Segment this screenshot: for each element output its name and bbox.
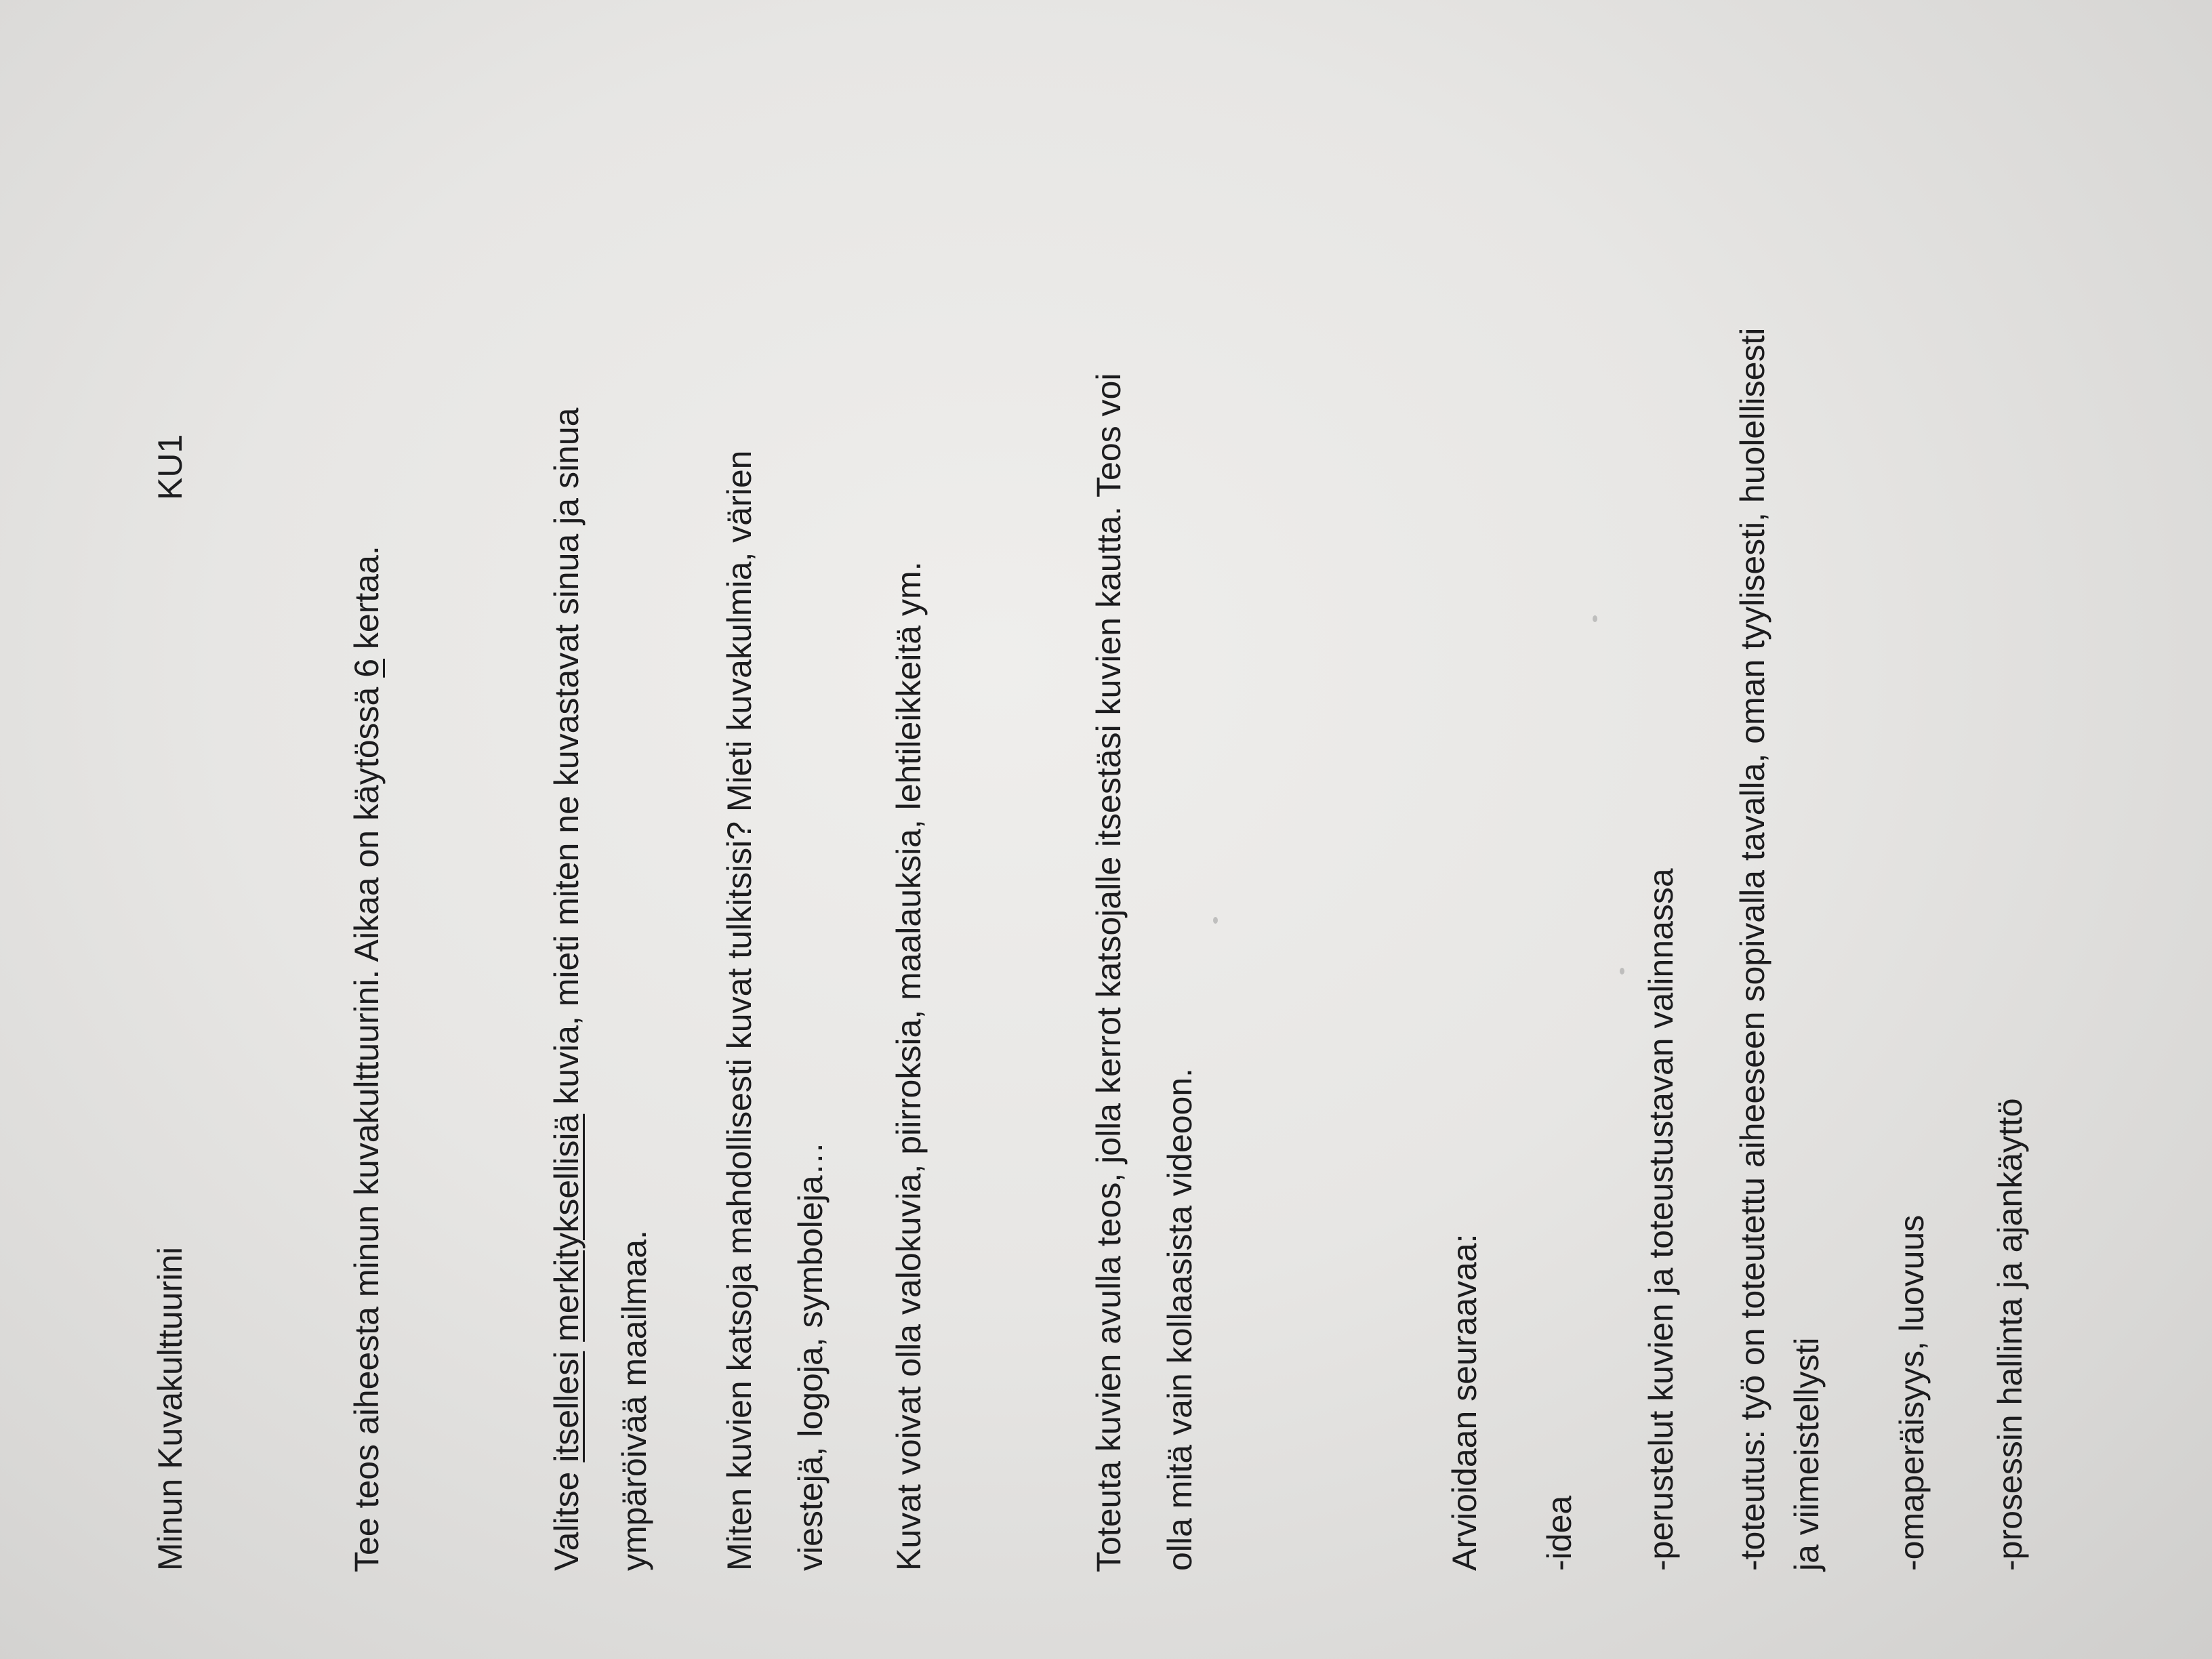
para1-line2 <box>613 1230 655 1571</box>
intro-text-1: Tee teos aiheesta minun kuvakulttuurini. Aikaa on käytössä <box>348 677 386 1572</box>
course-code <box>149 434 191 500</box>
para1-line1 <box>546 408 588 1571</box>
criteria-item-perustelut <box>1640 868 1682 1571</box>
paper-speck <box>1593 615 1597 622</box>
para4-line2 <box>1159 1068 1201 1571</box>
para1-space <box>548 1342 586 1351</box>
para2-line2-text: viestejä, logoja, symboleja… <box>792 1141 830 1571</box>
para3-line1 <box>888 561 930 1571</box>
criteria-heading <box>1443 1233 1486 1571</box>
para2-line1 <box>718 451 760 1571</box>
intro-number: 6 <box>348 658 386 678</box>
criteria-item4-text: -omaperäisyys, luovuus <box>1893 1214 1931 1571</box>
intro-text-2: kertaa. <box>348 546 386 659</box>
paper-speck <box>1213 917 1218 924</box>
para4-line2-text: olla mitä vain kollaasista videoon. <box>1161 1067 1199 1571</box>
para1-text-end: kuvia, mieti miten ne kuvastavat sinua ja sinua <box>548 407 586 1114</box>
para2-line2 <box>790 1141 832 1571</box>
criteria-heading-text: Arvioidaan seuraavaa: <box>1446 1233 1483 1571</box>
title-text: Minun Kuvakulttuurini <box>151 1246 189 1571</box>
criteria-item5-text: -prosessin hallinta ja ajankäyttö <box>1991 1098 2029 1571</box>
criteria-item1-text: -idea <box>1540 1495 1578 1571</box>
criteria-item-idea <box>1538 1496 1580 1571</box>
paper-speck <box>1620 968 1624 975</box>
criteria-item3-line2-text: ja viimeistellysti <box>1788 1337 1826 1571</box>
para1-underlined-merkityksellisia: merkityksellisiä <box>548 1113 586 1342</box>
para4-line1 <box>1088 373 1130 1572</box>
para1-text-start: Valitse <box>548 1462 586 1571</box>
para1-underlined-itsellesi: itsellesi <box>548 1351 586 1462</box>
para4-line1-text: Toteuta kuvien avulla teos, jolla kerrot katsojalle itsestäsi kuvien kautta. Teos voi <box>1090 373 1128 1572</box>
criteria-item-toteutus-line1 <box>1732 328 1774 1571</box>
criteria-item-omaperaisyys <box>1891 1215 1933 1571</box>
course-code-text: KU1 <box>151 434 189 500</box>
criteria-item3-line1-text: -toteutus: työ on toteutettu aiheeseen sopivalla tavalla, oman tyylisesti, huolellisesti <box>1734 327 1771 1571</box>
intro-line <box>346 546 388 1572</box>
para1-line2-text: ympäröivää maailmaa. <box>615 1230 653 1571</box>
document-title <box>149 1247 191 1571</box>
criteria-item-toteutus-line2 <box>1786 1337 1828 1571</box>
criteria-item2-text: -perustelut kuvien ja toteustustavan valinnassa <box>1642 868 1680 1571</box>
criteria-item-prosessi <box>1989 1098 2031 1571</box>
para3-line1-text: Kuvat voivat olla valokuvia, piirroksia, maalauksia, lehtileikkeitä ym. <box>890 561 928 1571</box>
para2-line1-text: Miten kuvien katsoja mahdollisesti kuvat tulkitsisi? Mieti kuvakulmia, värien <box>720 450 758 1571</box>
